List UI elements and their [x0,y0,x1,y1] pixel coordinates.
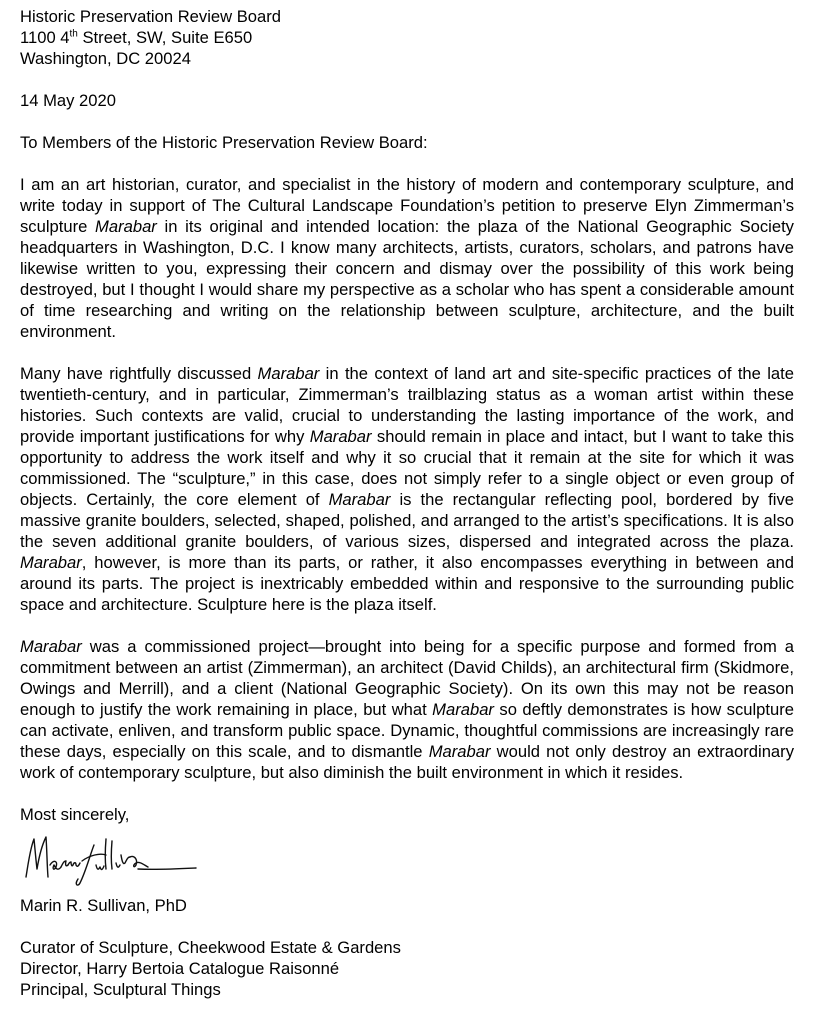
paragraph-2: Many have rightfully discussed Marabar in the context of land art and site-specific practices of the late twentieth-century, and in particular, Zimmerman’s trailblazing status as a woman artist within these histories. Such contexts are valid, crucial to understanding the lasting importance of the work, and provide important justifications for why Marabar should remain in place and intact, but I want to take this opportunity to address the work itself and why it so crucial that it remain at the site for which it was commissioned. The “sculpture,” in this case, does not simply refer to a single object or even group of objects. Certainly, the core element of Marabar is the rectangular reflecting pool, bordered by five massive granite boulders, selected, shaped, polished, and arranged to the artist’s specifications. It is also the seven additional granite boulders, of various sizes, dispersed and integrated across the plaza. Marabar, however, is more than its parts, or rather, it also encompasses everything in between and around its parts. The project is inextricably embedded within and responsive to the surrounding public space and architecture. Sculpture here is the plaza itself. [20,364,794,614]
handwritten-signature [20,825,200,891]
signature [20,825,794,895]
address-org: Historic Preservation Review Board [20,7,281,26]
address-city: Washington, DC 20024 [20,49,191,68]
paragraph-3: Marabar was a commissioned project—brought into being for a specific purpose and formed from a commitment between an artist (Zimmerman), an architect (David Childs), an architectural firm (Skidmore, Owings and Merrill), and a client (National Geographic Society). On its own this may not be reason enough to justify the work remaining in place, but what Marabar so deftly demonstrates is how sculpture can activate, enliven, and transform public space. Dynamic, thoughtful commissions are increasingly rare these days, especially on this scale, and to dismantle Marabar would not only destroy an extraordinary work of contemporary sculpture, but also diminish the built environment in which it resides. [20,637,794,782]
signer-title-3: Principal, Sculptural Things [20,980,221,999]
salutation: To Members of the Historic Preservation Review Board: [20,133,428,152]
recipient-address [20,6,794,69]
address-street: 1100 4th Street, SW, Suite E650 [20,28,253,47]
letter [20,6,794,1000]
signer-title-2: Director, Harry Bertoia Catalogue Raisonné [20,959,340,978]
signer-title-1: Curator of Sculpture, Cheekwood Estate & Gardens [20,938,401,957]
signer-titles [20,937,794,1000]
signer-name: Marin R. Sullivan, PhD [20,896,187,915]
letter-date: 14 May 2020 [20,91,116,110]
closing: Most sincerely, [20,805,130,824]
paragraph-1: I am an art historian, curator, and specialist in the history of modern and contemporary sculpture, and write today in support of The Cultural Landscape Foundation’s petition to preserve Elyn Zimmerman’s sculpture Marabar in its original and intended location: the plaza of the National Geographic Society headquarters in Washington, D.C. I know many architects, artists, curators, scholars, and patrons have likewise written to you, expressing their concern and dismay over the possibility of this work being destroyed, but I thought I would share my perspective as a scholar who has spent a considerable amount of time researching and writing on the relationship between sculpture, architecture, and the built environment. [20,175,794,341]
